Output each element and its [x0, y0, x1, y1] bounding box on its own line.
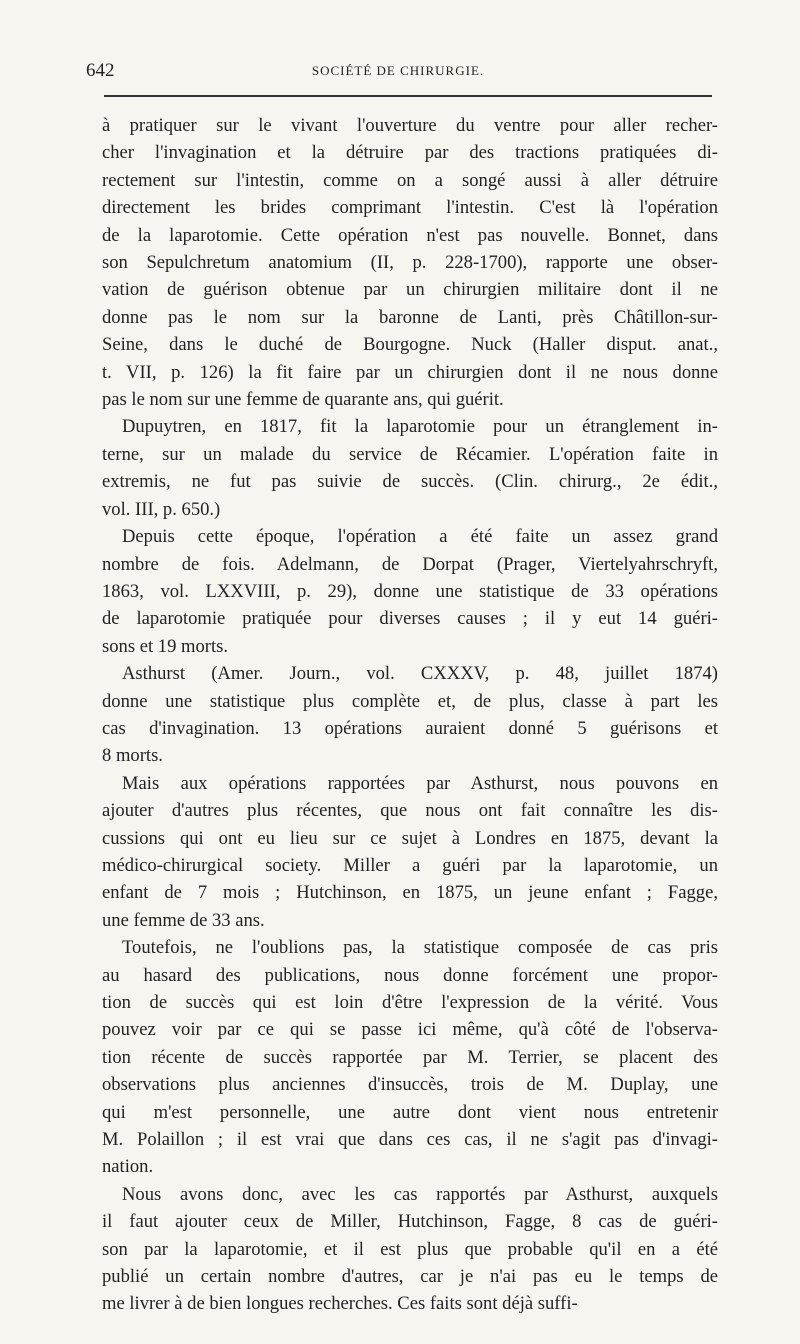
- text-line: vol. III, p. 650.): [102, 498, 221, 520]
- text-line: directement les brides comprimant l'intestin. C'est là l'opération: [102, 197, 718, 219]
- text-line: nombre de fois. Adelmann, de Dorpat (Prager, Viertelyahrschryft,: [102, 553, 718, 575]
- text-line: M. Polaillon ; il est vrai que dans ces cas, il ne s'agit pas d'invagi-: [102, 1129, 718, 1151]
- text-line: t. VII, p. 126) la fit faire par un chirurgien dont il ne nous donne: [102, 361, 718, 383]
- text-line: il faut ajouter ceux de Miller, Hutchinson, Fagge, 8 cas de guéri-: [102, 1211, 718, 1233]
- text-line: Depuis cette époque, l'opération a été faite un assez grand: [122, 526, 718, 548]
- text-line: me livrer à de bien longues recherches. Ces faits sont déjà suffi-: [102, 1293, 578, 1315]
- text-line: 8 morts.: [102, 745, 163, 767]
- header-rule: [104, 95, 712, 97]
- text-line: observations plus anciennes d'insuccès, trois de M. Duplay, une: [102, 1074, 718, 1096]
- text-line: terne, sur un malade du service de Récamier. L'opération faite in: [102, 443, 718, 465]
- text-line: nation.: [102, 1156, 154, 1178]
- paragraph: [102, 1181, 718, 1318]
- text-line: son Sepulchretum anatomium (II, p. 228-1700), rapporte une obser-: [102, 252, 718, 274]
- paragraph: [102, 523, 718, 660]
- text-line: extremis, ne fut pas suivie de succès. (Clin. chirurg., 2e édit.,: [102, 471, 718, 493]
- text-line: cas d'invagination. 13 opérations auraient donné 5 guérisons et: [102, 717, 718, 739]
- paragraph: [102, 413, 718, 523]
- text-line: Dupuytren, en 1817, fit la laparotomie pour un étranglement in-: [122, 416, 718, 438]
- text-line: médico-chirurgical society. Miller a guéri par la laparotomie, un: [102, 854, 718, 876]
- text-line: Asthurst (Amer. Journ., vol. CXXXV, p. 48, juillet 1874): [122, 663, 718, 685]
- text-line: de laparotomie pratiquée pour diverses causes ; il y eut 14 guéri-: [102, 608, 718, 630]
- text-line: Toutefois, ne l'oublions pas, la statistique composée de cas pris: [122, 937, 718, 959]
- text-line: tion de succès qui est loin d'être l'expression de la vérité. Vous: [102, 992, 718, 1013]
- text-line: au hasard des publications, nous donne forcément une propor-: [102, 964, 718, 986]
- text-line: publié un certain nombre d'autres, car je n'ai pas eu le temps de: [102, 1266, 718, 1288]
- text-line: à pratiquer sur le vivant l'ouverture du ventre pour aller recher-: [102, 115, 718, 136]
- text-line: enfant de 7 mois ; Hutchinson, en 1875, un jeune enfant ; Fagge,: [102, 882, 718, 904]
- text-line: 1863, vol. LXXVIII, p. 29), donne une statistique de 33 opérations: [102, 580, 718, 602]
- text-line: tion récente de succès rapportée par M. Terrier, se placent des: [102, 1046, 718, 1068]
- page-header: [84, 60, 712, 88]
- text-line: donne une statistique plus complète et, de plus, classe à part les: [102, 690, 718, 712]
- text-line: cher l'invagination et la détruire par des tractions pratiquées di-: [102, 142, 718, 164]
- paragraph: [102, 934, 718, 1181]
- text-line: pas le nom sur une femme de quarante ans, qui guérit.: [102, 389, 504, 411]
- text-line: ajouter d'autres plus récentes, que nous ont fait connaître les dis-: [102, 800, 718, 822]
- text-line: sons et 19 morts.: [102, 635, 229, 657]
- text-line: rectement sur l'intestin, comme on a songé aussi à aller détruire: [102, 169, 718, 191]
- body-text: [102, 112, 718, 1318]
- text-line: de la laparotomie. Cette opération n'est pas nouvelle. Bonnet, dans: [102, 224, 718, 246]
- text-line: une femme de 33 ans.: [102, 909, 265, 931]
- text-line: son par la laparotomie, et il est plus que probable qu'il en a été: [102, 1238, 718, 1260]
- text-line: pouvez voir par ce qui se passe ici même, qu'à côté de l'observa-: [102, 1019, 718, 1041]
- text-line: Seine, dans le duché de Bourgogne. Nuck (Haller disput. anat.,: [102, 334, 718, 356]
- paragraph: [102, 660, 718, 770]
- text-line: donne pas le nom sur la baronne de Lanti, près Châtillon-sur-: [102, 306, 718, 328]
- running-title: SOCIÉTÉ DE CHIRURGIE.: [311, 63, 485, 78]
- page-number: 642: [86, 60, 115, 81]
- text-line: Mais aux opérations rapportées par Asthurst, nous pouvons en: [122, 772, 718, 794]
- paragraph: [102, 112, 718, 413]
- text-line: cussions qui ont eu lieu sur ce sujet à Londres en 1875, devant la: [102, 827, 718, 849]
- text-line: Nous avons donc, avec les cas rapportés par Asthurst, auxquels: [122, 1183, 718, 1205]
- text-line: qui m'est personnelle, une autre dont vient nous entretenir: [102, 1101, 718, 1123]
- paragraph: [102, 770, 718, 934]
- text-line: vation de guérison obtenue par un chirurgien militaire dont il ne: [102, 279, 718, 301]
